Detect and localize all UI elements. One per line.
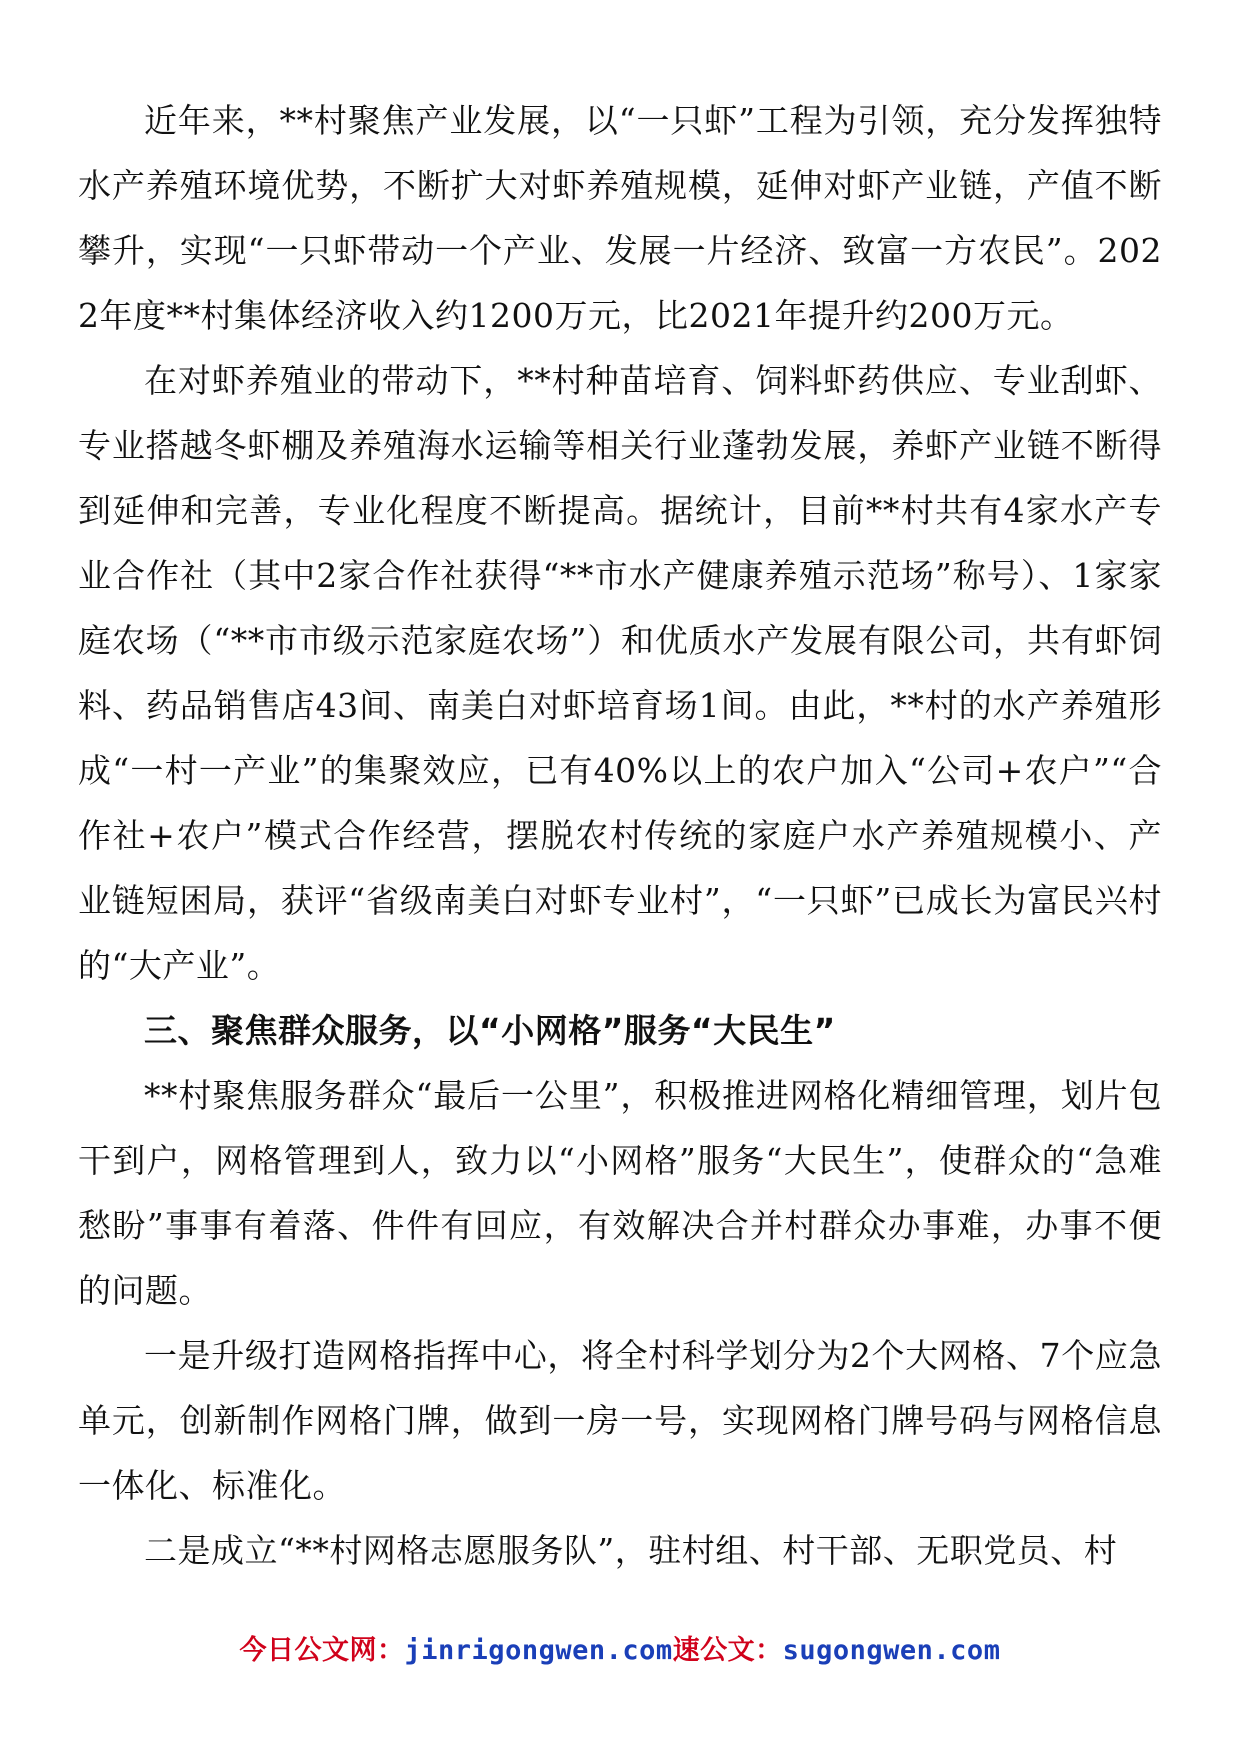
paragraph-industry-intro: 近年来，**村聚焦产业发展，以“一只虾”工程为引领，充分发挥独特水产养殖环境优势，不断扩大对虾养殖规模，延伸对虾产业链，产值不断攀升，实现“一只虾带动一个产业、发展一片经济、致富一方农民”。2022年度**村集体经济收入约1200万元，比2021年提升约200万元。 — [78, 101, 1162, 335]
paragraph-grid-service: **村聚焦服务群众“最后一公里”，积极推进网格化精细管理，划片包干到户，网格管理到人，致力以“小网格”服务“大民生”，使群众的“急难愁盼”事事有着落、件件有回应，有效解决合并村群众办事难，办事不便的问题。 — [78, 1076, 1162, 1310]
footer-link-sugongwen[interactable]: sugongwen.com — [782, 1635, 1001, 1666]
paragraph-industry-chain: 在对虾养殖业的带动下，**村种苗培育、饲料虾药供应、专业刮虾、专业搭越冬虾棚及养殖海水运输等相关行业蓬勃发展，养虾产业链不断得到延伸和完善，专业化程度不断提高。据统计，目前**村共有4家水产专业合作社（其中2家合作社获得“**市水产健康养殖示范场”称号）、1家家庭农场（“**市市级示范家庭农场”）和优质水产发展有限公司，共有虾饲料、药品销售店43间、南美白对虾培育场1间。由此，**村的水产养殖形成“一村一产业”的集聚效应，已有40%以上的农户加入“公司+农户”“合作社+农户”模式合作经营，摆脱农村传统的家庭户水产养殖规模小、产业链短困局，获评“省级南美白对虾专业村”，“一只虾”已成长为富民兴村的“大产业”。 — [78, 361, 1162, 985]
footer-link-jinrigongwen[interactable]: jinrigongwen.com — [404, 1635, 673, 1666]
paragraph-grid-center: 一是升级打造网格指挥中心，将全村科学划分为2个大网格、7个应急单元，创新制作网格门牌，做到一房一号，实现网格门牌号码与网格信息一体化、标准化。 — [78, 1336, 1162, 1505]
document-body — [78, 88, 1162, 1583]
footer-watermark — [0, 1628, 1240, 1667]
paragraph-volunteer-team: 二是成立“**村网格志愿服务队”，驻村组、村干部、无职党员、村 — [144, 1531, 1118, 1570]
footer-label-jinri: 今日公文网： — [239, 1635, 405, 1666]
footer-label-sugongwen: 速公文： — [672, 1635, 783, 1666]
section-heading: 三、聚焦群众服务，以“小网格”服务“大民生” — [144, 1011, 836, 1050]
